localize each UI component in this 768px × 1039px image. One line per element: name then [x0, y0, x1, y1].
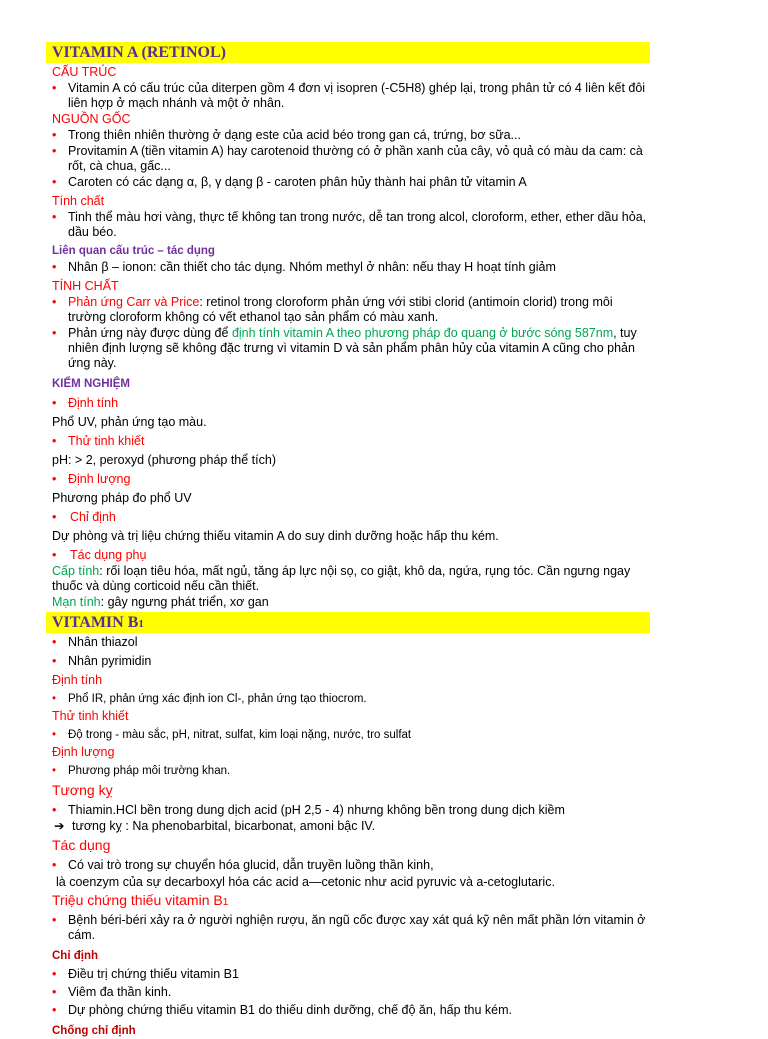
- paragraph: [52, 595, 650, 610]
- bullet-dot-icon: •: [52, 128, 57, 142]
- cap-tinh-label: Cấp tính: [52, 564, 100, 578]
- bullet-heading: [52, 510, 650, 525]
- heading-chi-dinh: Chỉ định: [52, 950, 98, 962]
- section-title-bar: [46, 612, 650, 633]
- bullet-text: Nhân thiazol: [68, 635, 138, 649]
- document-page: [52, 40, 650, 1039]
- bullet-text: Trong thiên nhiên thường ở dạng este của acid béo trong gan cá, trứng, bơ sữa...: [68, 128, 521, 142]
- paragraph: Phổ UV, phản ứng tạo màu.: [52, 415, 207, 429]
- bullet-item: [52, 967, 650, 982]
- bullet-item: [52, 635, 650, 650]
- bullet-dot-icon: •: [52, 144, 57, 158]
- man-tinh-label: Mạn tính: [52, 595, 101, 609]
- paragraph: pH: > 2, peroxyd (phương pháp thể tích): [52, 453, 276, 467]
- bullet-heading: [52, 434, 650, 449]
- section-title: [52, 614, 144, 631]
- section-title: VITAMIN A (RETINOL): [52, 44, 226, 61]
- bullet-text: : retinol trong cloroform phản ứng với stibi clorid (antimoin clorid) trong môi trường cloroform không có vết ethanol tạo sản phẩm có màu xanh.: [68, 295, 613, 324]
- bullet-text: Provitamin A (tiền vitamin A) hay carotenoid thường có ở phần xanh của cây, vỏ quả có màu da cam: cà rốt, cà chua, gấc...: [68, 144, 643, 173]
- paragraph: Dự phòng và trị liệu chứng thiếu vitamin A do suy dinh dưỡng hoặc hấp thu kém.: [52, 529, 499, 543]
- paragraph: là coenzym của sự decarboxyl hóa các acid a—cetonic như acid pyruvic và a-cetoglutaric.: [56, 875, 555, 889]
- bullet-item: [52, 1003, 650, 1018]
- bullet-heading: [52, 548, 650, 563]
- bullet-text: Điều trị chứng thiếu vitamin B1: [68, 967, 239, 981]
- heading-trieu-chung: [52, 892, 650, 911]
- right-arrow-icon: ➔: [54, 819, 65, 833]
- subheading: Tác dụng phụ: [70, 548, 147, 562]
- bullet-dot-icon: •: [52, 985, 57, 999]
- bullet-dot-icon: •: [52, 913, 57, 927]
- bullet-dot-icon: •: [52, 635, 57, 649]
- paragraph: [52, 564, 650, 594]
- bullet-item: [52, 210, 650, 240]
- bullet-dot-icon: •: [52, 967, 57, 981]
- bullet-heading: [52, 396, 650, 411]
- bullet-text: Độ trong - màu sắc, pH, nitrat, sulfat, kim loại nặng, nước, tro sulfat: [68, 729, 412, 741]
- subheading: Chỉ định: [70, 510, 116, 524]
- bullet-item: [52, 913, 650, 943]
- bullet-item: [52, 764, 650, 779]
- bullet-item: [52, 326, 650, 371]
- bullet-dot-icon: •: [52, 1003, 57, 1017]
- paragraph-text: : rối loạn tiêu hóa, mất ngủ, tăng áp lực nội sọ, co giật, khô da, ngứa, rụng tóc. Cần ngưng ngay thuốc và dùng corticoid nếu cần thiết.: [52, 564, 631, 593]
- heading-tac-dung: Tác dụng: [52, 837, 111, 853]
- subheading: Định tính: [68, 396, 119, 410]
- bullet-item: [52, 260, 650, 275]
- heading-tinh-chat: Tính chất: [52, 194, 105, 208]
- heading-nguon-goc: NGUỒN GỐC: [52, 112, 131, 126]
- bullet-text: Caroten có các dạng α, β, γ dạng β - caroten phân hủy thành hai phân tử vitamin A: [68, 175, 527, 189]
- bullet-dot-icon: •: [52, 175, 57, 189]
- bullet-text: Tinh thể màu hơi vàng, thực tế không tan trong nước, dễ tan trong alcol, cloroform, ether, ether dầu hỏa, dầu béo.: [68, 210, 647, 239]
- title-subscript: 1: [138, 618, 144, 630]
- heading-dinh-tinh: Định tính: [52, 673, 103, 687]
- bullet-text: Nhân β – ionon: cần thiết cho tác dụng. Nhóm methyl ở nhân: nếu thay H hoạt tính giảm: [68, 260, 556, 274]
- heading-lien-quan: Liên quan cấu trúc – tác dụng: [52, 245, 215, 257]
- bullet-item: [52, 728, 650, 743]
- bullet-text: Phản ứng này được dùng để: [68, 326, 232, 340]
- heading-chong-chi-dinh: Chống chỉ định: [52, 1025, 136, 1037]
- bullet-heading: [52, 472, 650, 487]
- bullet-dot-icon: •: [52, 693, 57, 705]
- bullet-text: Phương pháp môi trường khan.: [68, 765, 231, 777]
- bullet-item: [52, 144, 650, 174]
- bullet-dot-icon: •: [52, 510, 57, 524]
- bullet-text: , tuy nhiên định lượng sẽ không đặc trưng vì vitamin D và sản phẩm phân hủy của vitamin A cũng cho phản ứng này.: [68, 326, 637, 370]
- section-title-bar: [46, 42, 650, 63]
- heading-subscript: 1: [222, 897, 229, 908]
- bullet-item: [52, 803, 650, 818]
- bullet-dot-icon: •: [52, 434, 57, 448]
- bullet-text: Có vai trò trong sự chuyển hóa glucid, dẫn truyền luồng thần kinh,: [68, 858, 434, 872]
- bullet-item: [52, 175, 650, 190]
- bullet-item: [52, 858, 650, 873]
- bullet-item: [52, 654, 650, 669]
- title-text: VITAMIN B: [52, 614, 139, 631]
- bullet-dot-icon: •: [52, 858, 57, 872]
- paragraph-text: : gây ngưng phát triển, xơ gan: [100, 595, 269, 609]
- bullet-dot-icon: •: [52, 472, 57, 486]
- bullet-text: Phổ IR, phản ứng xác định ion Cl-, phản ứng tạo thiocrom.: [68, 693, 367, 705]
- arrow-text: tương kỵ : Na phenobarbital, bicarbonat, amoni bậc IV.: [72, 819, 376, 833]
- subheading: Thử tinh khiết: [68, 434, 145, 448]
- heading-tuong-ky: Tương kỵ: [52, 782, 113, 798]
- paragraph: Phương pháp đo phổ UV: [52, 491, 192, 505]
- bullet-dot-icon: •: [52, 81, 57, 95]
- bullet-dot-icon: •: [52, 396, 57, 410]
- bullet-dot-icon: •: [52, 654, 57, 668]
- bullet-dot-icon: •: [52, 260, 57, 274]
- heading-kiem-nghiem: KIỂM NGHIỆM: [52, 378, 130, 390]
- heading-text: Triệu chứng thiếu vitamin B: [52, 892, 223, 908]
- bullet-text: Vitamin A có cấu trúc của diterpen gồm 4 đơn vị isopren (-C5H8) ghép lại, trong phân tử có 4 liên kết đôi liên hợp ở mạch nhánh và một ở nhân.: [68, 81, 646, 110]
- bullet-dot-icon: •: [52, 295, 57, 309]
- bullet-item: [52, 128, 650, 143]
- bullet-dot-icon: •: [52, 326, 57, 340]
- bullet-dot-icon: •: [52, 729, 57, 741]
- bullet-text: Viêm đa thần kinh.: [68, 985, 172, 999]
- bullet-item: [52, 692, 650, 707]
- heading-cau-truc: CẤU TRÚC: [52, 65, 117, 79]
- heading-dinh-luong: Định lượng: [52, 745, 115, 759]
- heading-thu-tinh-khiet: Thử tinh khiết: [52, 709, 129, 723]
- bullet-dot-icon: •: [52, 803, 57, 817]
- arrow-item: [52, 819, 650, 834]
- bullet-dot-icon: •: [52, 210, 57, 224]
- bullet-dot-icon: •: [52, 548, 57, 562]
- bullet-item: [52, 985, 650, 1000]
- bullet-text: Bệnh béri-béri xảy ra ở người nghiện rượu, ăn ngũ cốc được xay xát quá kỹ nên mất phần lớn vitamin ở cám.: [68, 913, 646, 942]
- subheading: Định lượng: [68, 472, 131, 486]
- bullet-dot-icon: •: [52, 765, 57, 777]
- carr-price-label: Phản ứng Carr và Price: [68, 295, 200, 309]
- heading-tinh-chat-2: TÍNH CHẤT: [52, 279, 119, 293]
- highlight-text: định tính vitamin A theo phương pháp đo quang ở bước sóng 587nm: [231, 326, 614, 340]
- bullet-item: [52, 295, 650, 325]
- bullet-text: Thiamin.HCl bền trong dung dịch acid (pH 2,5 - 4) nhưng không bền trong dung dịch kiềm: [68, 803, 565, 817]
- bullet-text: Nhân pyrimidin: [68, 654, 152, 668]
- bullet-item: [52, 81, 650, 111]
- bullet-text: Dự phòng chứng thiếu vitamin B1 do thiếu dinh dưỡng, chế độ ăn, hấp thu kém.: [68, 1003, 513, 1017]
